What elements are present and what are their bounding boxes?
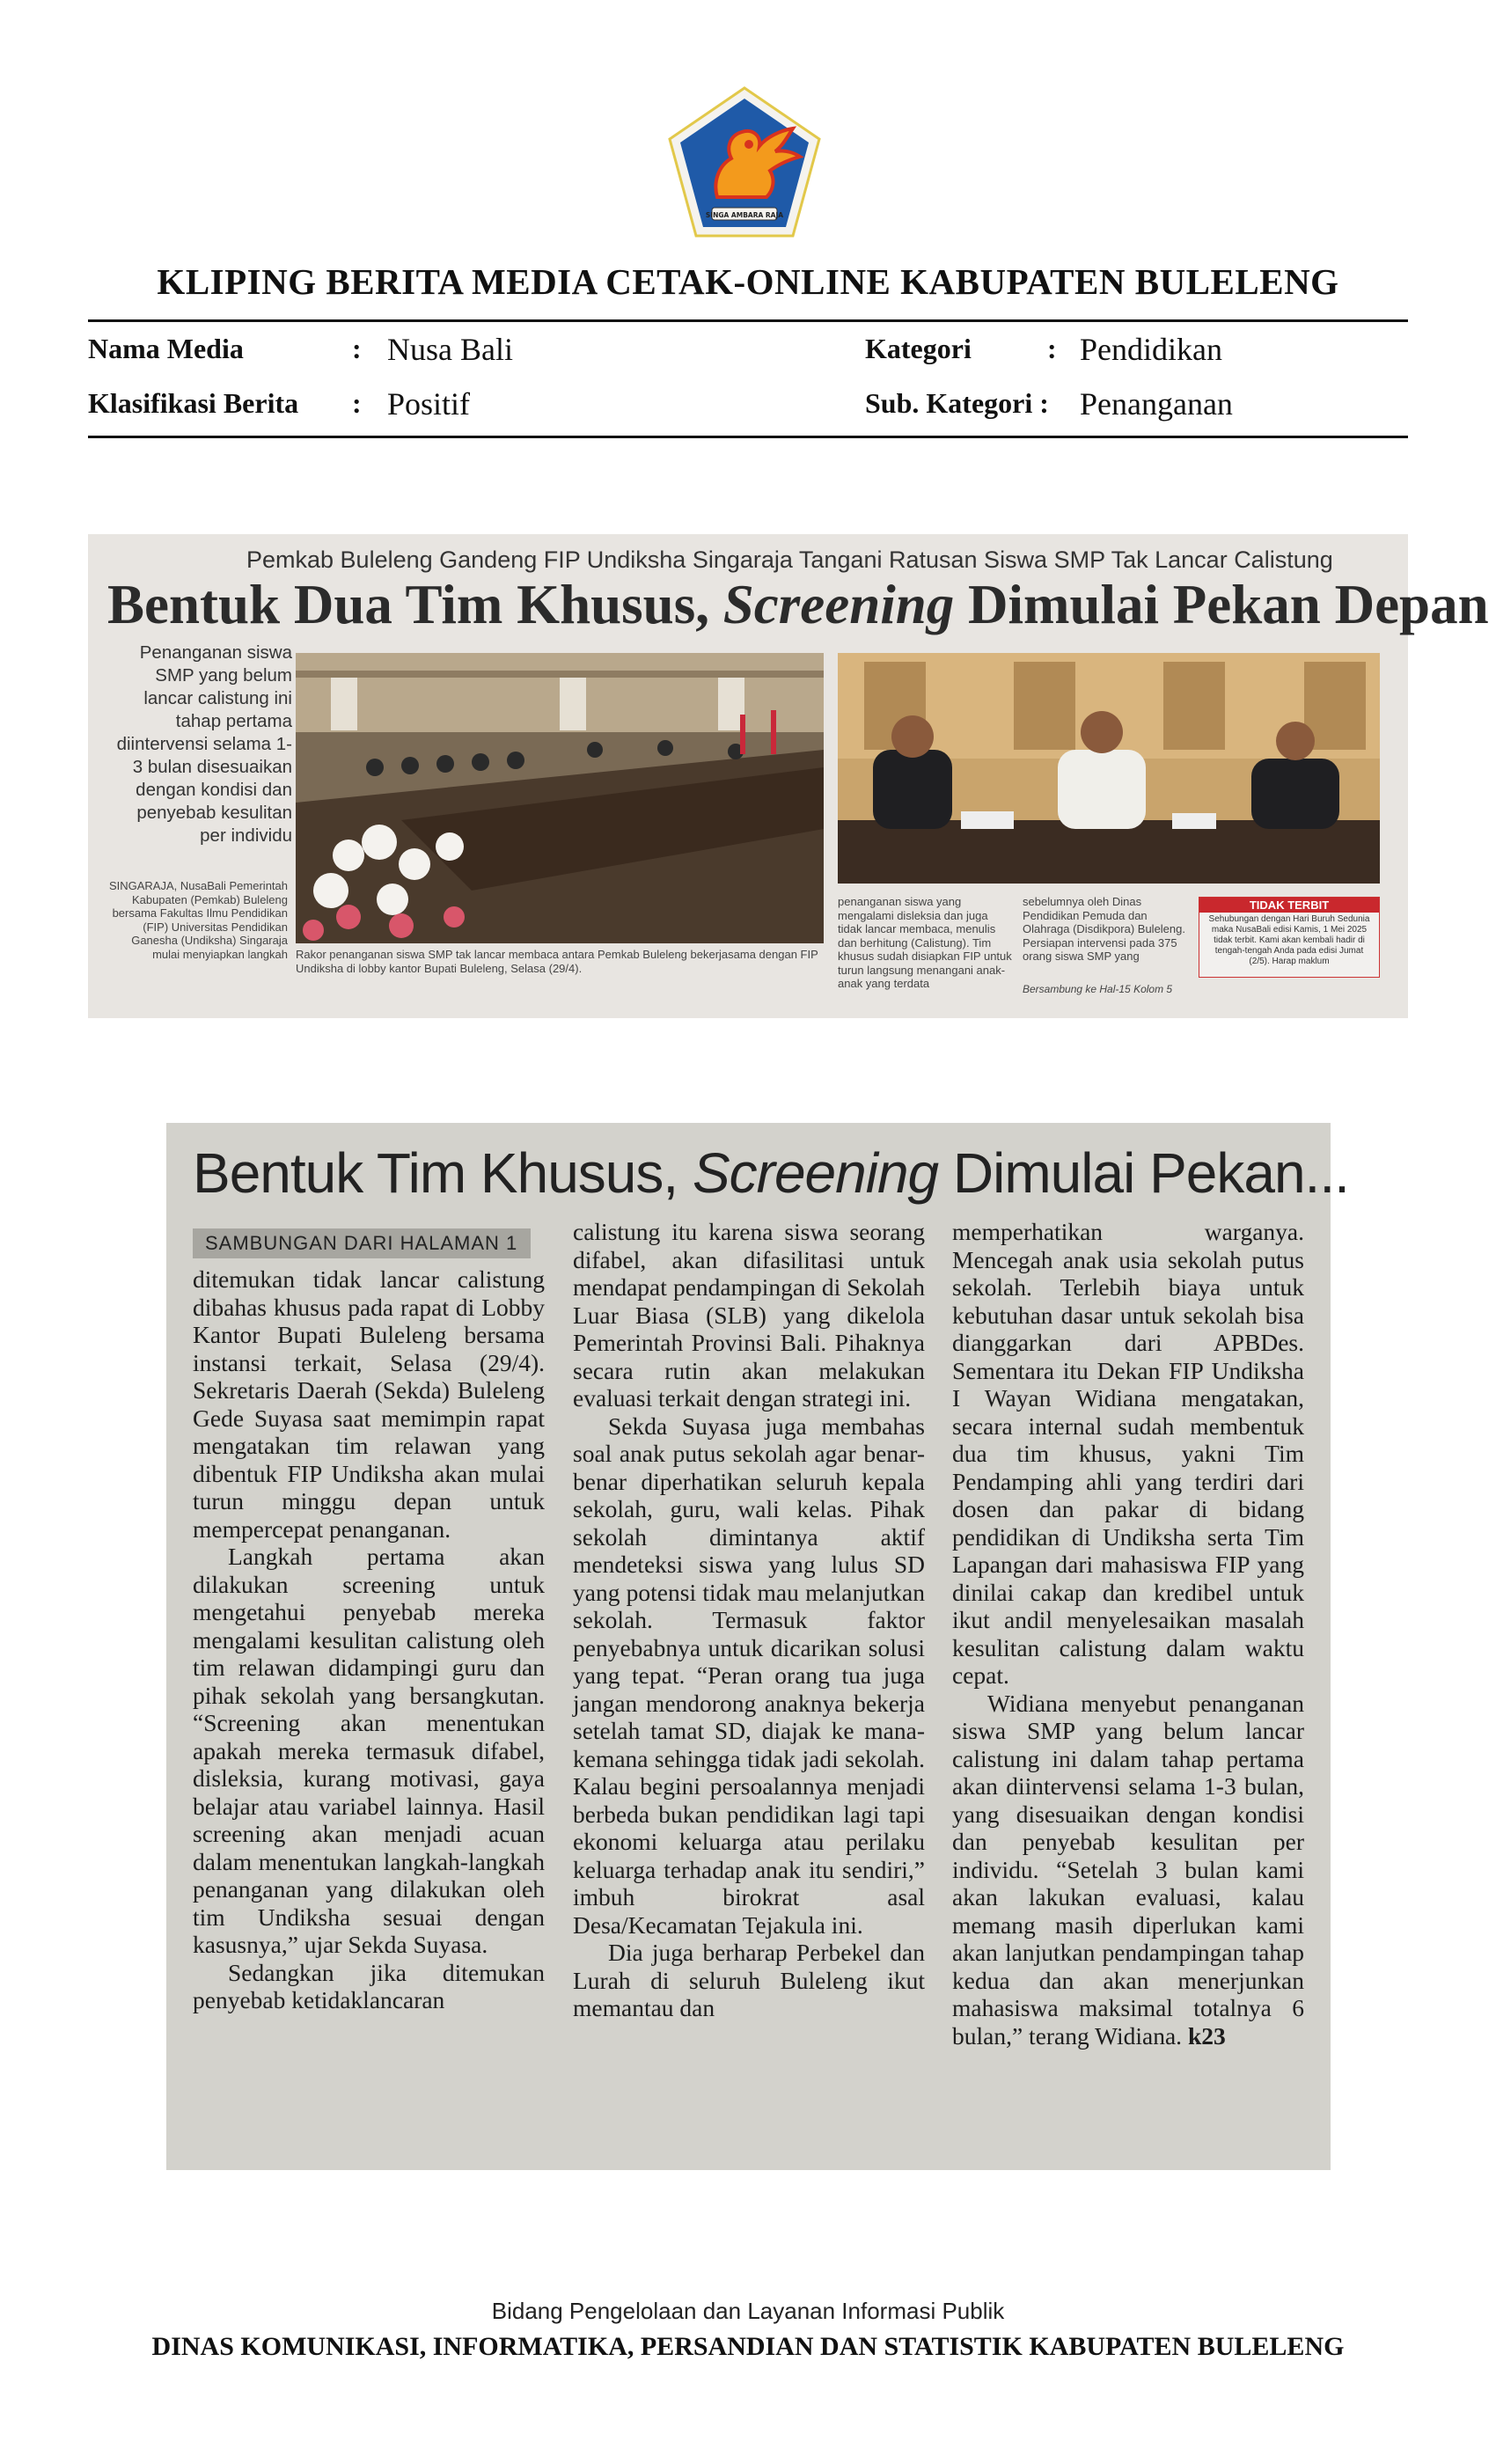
clip1-continued-note: Bersambung ke Hal-15 Kolom 5 xyxy=(1023,983,1173,995)
clip2-column-3 xyxy=(952,1218,1304,2050)
tidak-terbit-title: TIDAK TERBIT xyxy=(1199,898,1379,913)
clip2-continuation-label: SAMBUNGAN DARI HALAMAN 1 xyxy=(193,1228,531,1258)
paragraph: Langkah pertama akan dilakukan screening untuk mengetahui penyebab mereka mengalami kesulitan calistung oleh tim relawan didampingi guru dan pihak sekolah yang bersangkutan. “Screening akan menentukan apakah mereka termasuk difabel, disleksia, kurang motivasi, gaya belajar atau variabel lainnya. Hasil screening akan menjadi acuan dalam menentukan langkah-langkah penanganan yang dilakukan oleh tim Undiksha sesuai dengan kasusnya,” ujar Sekda Suyasa. xyxy=(193,1543,545,1958)
meeting-photo-lobby xyxy=(296,653,824,943)
clip1-headline-part: Dimulai Pekan Depan xyxy=(954,574,1489,635)
clip1-body-col-a: penanganan siswa yang mengalami disleksia dan juga tidak lancar membaca, menulis dan berhitung (Calistung). Tim khusus sudah disiapkan FIP untuk turun langsung menangani anak-anak yang terdata xyxy=(838,895,1012,990)
paragraph: memperhatikan warganya. Mencegah anak usia sekolah putus sekolah. Terlebih biaya untuk kebutuhan dasar untuk sekolah bisa dianggarkan dari APBDes. Sementara itu Dekan FIP Undiksha I Wayan Widiana mengatakan, secara internal sudah membentuk dua tim khusus, yakni Tim Pendamping ahli yang terdiri dari dosen dan pakar di bidang pendidikan di Undiksha serta Tim Lapangan dari mahasiswa FIP yang dinilai cakap dan kredibel untuk ikut andil menyelesaikan masalah kesulitan calistung dalam waktu cepat. xyxy=(952,1218,1304,1689)
clipping-front-page xyxy=(88,534,1489,1018)
clip1-body-col-b: sebelumnya oleh Dinas Pendidikan Pemuda dan Olahraga (Disdikpora) Buleleng. Persiapan intervensi pada 375 orang siswa SMP yang xyxy=(1023,895,1185,963)
paragraph-text: Widiana menyebut penanganan siswa SMP yang belum lancar calistung ini dalam tahap pertama akan diintervensi selama 1-3 bulan, yang disesuaikan dengan kondisi dan penyebab kesulitan per individu. “Setelah 3 bulan kami akan lakukan evaluasi, kalau memang masih diperlukan kami akan lanjutkan pendampingan tahap kedua dan akan menerjunkan mahasiswa maksimal totalnya 6 bulan,” terang Widiana. xyxy=(952,1689,1304,2050)
header-rule-top xyxy=(88,319,1408,322)
clip1-kicker: Pemkab Buleleng Gandeng FIP Undiksha Singaraja Tangani Ratusan Siswa SMP Tak Lancar Calistung xyxy=(246,546,1333,573)
colon: : xyxy=(1047,333,1057,364)
footer-agency: DINAS KOMUNIKASI, INFORMATIKA, PERSANDIAN DAN STATISTIK KABUPATEN BULELENG xyxy=(151,2332,1345,2361)
logo-motto: SINGA AMBARA RAJA xyxy=(705,211,784,219)
nama-media-label: Nama Media xyxy=(88,333,244,364)
sub-kategori-label: Sub. Kategori : xyxy=(865,387,1049,419)
kategori-value: Pendidikan xyxy=(1080,332,1222,367)
colon: : xyxy=(352,333,362,364)
paragraph: ditemukan tidak lancar calistung dibahas khusus pada rapat di Lobby Kantor Bupati Buleleng bersama instansi terkait, Selasa (29/4). Sekretaris Daerah (Sekda) Buleleng Gede Suyasa saat memimpin rapat mengatakan tim relawan yang dibentuk FIP Undiksha akan mulai turun minggu depan untuk mempercepat penanganan. xyxy=(193,1265,545,1543)
sub-kategori-value: Penanganan xyxy=(1080,386,1233,422)
paragraph: Sedangkan jika ditemukan penyebab ketidaklancaran xyxy=(193,1958,545,2013)
colon: : xyxy=(352,387,362,419)
clip2-column-1 xyxy=(193,1265,545,2014)
nama-media-value: Nusa Bali xyxy=(387,332,513,367)
header-rule-bottom xyxy=(88,436,1408,438)
page-title: KLIPING BERITA MEDIA CETAK-ONLINE KABUPATEN BULELENG xyxy=(157,261,1339,302)
clip1-lead: Penanganan siswa SMP yang belum lancar calistung ini tahap pertama diintervensi selama 1-3 bulan disesuaikan dengan kondisi dan penyebab kesulitan per individu xyxy=(116,642,292,846)
paragraph: Sekda Suyasa juga membahas soal anak putus sekolah agar benar-benar diperhatikan seluruh kepala sekolah, guru, wali kelas. Pihak sekolah dimintanya aktif mendeteksi siswa yang lulus SD yang potensi tidak mau melanjutkan sekolah. Termasuk faktor penyebabnya untuk dicarikan solusi yang tepat. “Peran orang tua juga jangan mendorong anaknya bekerja setelah tamat SD, diajak ke mana-kemana sehingga tidak jadi sekolah. Kalau begini persoalannya menjadi berbeda bukan pendidikan lagi tapi ekonomi keluarga atau perilaku keluarga terhadap anak itu sendiri,” imbuh birokrat asal Desa/Kecamatan Tejakula ini. xyxy=(573,1412,925,1939)
paragraph: calistung itu karena siswa seorang difabel, akan difasilitasi untuk mendapat pendampingan di Sekolah Luar Biasa (SLB) yang dikelola Pemerintah Provinsi Bali. Pihaknya secara rutin akan melakukan evaluasi terkait dengan strategi ini. xyxy=(573,1218,925,1412)
clip2-headline-italic: Screening xyxy=(692,1141,939,1205)
clip2-headline-part: Dimulai Pekan... xyxy=(938,1141,1349,1205)
paragraph: Dia juga berharap Perbekel dan Lurah di seluruh Buleleng ikut memantau dan xyxy=(573,1939,925,2021)
kategori-label: Kategori xyxy=(865,333,972,364)
clip1-photo-caption: Rakor penanganan siswa SMP tak lancar membaca antara Pemkab Buleleng bekerjasama dengan FIP Undiksha di lobby kantor Bupati Buleleng, Selasa (29/4). xyxy=(296,948,818,975)
clip2-headline xyxy=(193,1140,1349,1206)
clip1-dateline: SINGARAJA, NusaBali Pemerintah Kabupaten (Pemkab) Buleleng bersama Fakultas Ilmu Pendidikan (FIP) Universitas Pendidikan Ganesha (Undiksha) Singaraja mulai menyiapkan langkah xyxy=(108,879,288,961)
meeting-photo-officials xyxy=(838,653,1380,884)
clip2-column-2 xyxy=(573,1218,925,2022)
clip1-headline xyxy=(107,573,1489,637)
singa-ambara-raja-logo xyxy=(664,84,825,241)
footer-division: Bidang Pengelolaan dan Layanan Informasi Publik xyxy=(491,2298,1005,2324)
clip1-headline-italic: Screening xyxy=(722,574,955,635)
klasifikasi-label: Klasifikasi Berita xyxy=(88,387,299,419)
clip1-headline-part: Bentuk Dua Tim Khusus, xyxy=(107,574,723,635)
tidak-terbit-body: Sehubungan dengan Hari Buruh Sedunia maka NusaBali edisi Kamis, 1 Mei 2025 tidak terbit. Kami akan kembali hadir di tengah-tengah Anda pada edisi Jumat (2/5). Harap maklum xyxy=(1208,914,1370,966)
tidak-terbit-notice xyxy=(1199,897,1380,978)
klasifikasi-value: Positif xyxy=(387,386,471,422)
signoff-code: k23 xyxy=(1187,2021,1226,2050)
paragraph xyxy=(952,1690,1304,2050)
clip2-headline-part: Bentuk Tim Khusus, xyxy=(193,1141,693,1205)
clipping-continuation-page xyxy=(166,1123,1349,2170)
